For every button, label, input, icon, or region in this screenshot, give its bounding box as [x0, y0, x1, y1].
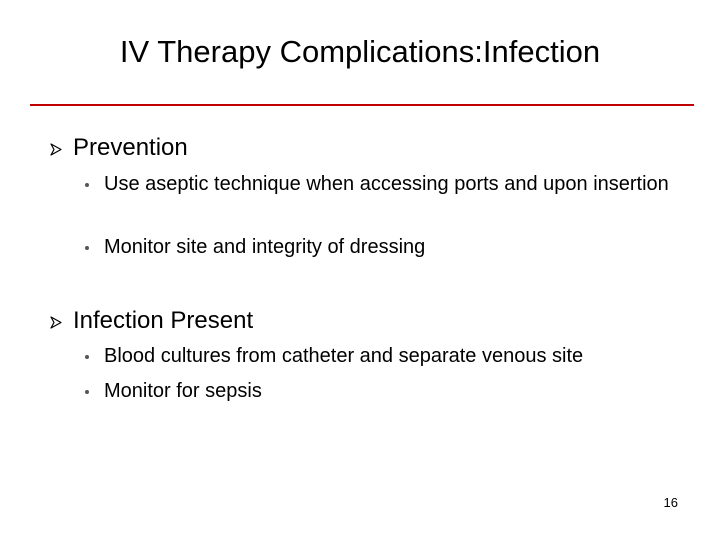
page-number: 16	[663, 495, 678, 510]
bullet-dot-icon	[85, 183, 89, 187]
bullet-dot-icon	[85, 355, 89, 359]
arrow-bullet-icon	[50, 316, 62, 329]
list-item-text: Monitor site and integrity of dressing	[104, 236, 426, 258]
list-item-text: Use aseptic technique when accessing ports and upon insertion	[104, 173, 669, 195]
arrow-bullet-icon	[50, 143, 62, 156]
section-heading: Prevention	[73, 134, 188, 161]
bullet-dot-icon	[85, 390, 89, 394]
bullet-dot-icon	[85, 246, 89, 250]
list-item-text: Blood cultures from catheter and separate venous site	[104, 345, 584, 367]
list-item-text: Monitor for sepsis	[104, 380, 262, 402]
title-underline	[30, 104, 694, 106]
section-heading: Infection Present	[73, 307, 254, 334]
slide-title: IV Therapy Complications:Infection	[119, 34, 601, 69]
